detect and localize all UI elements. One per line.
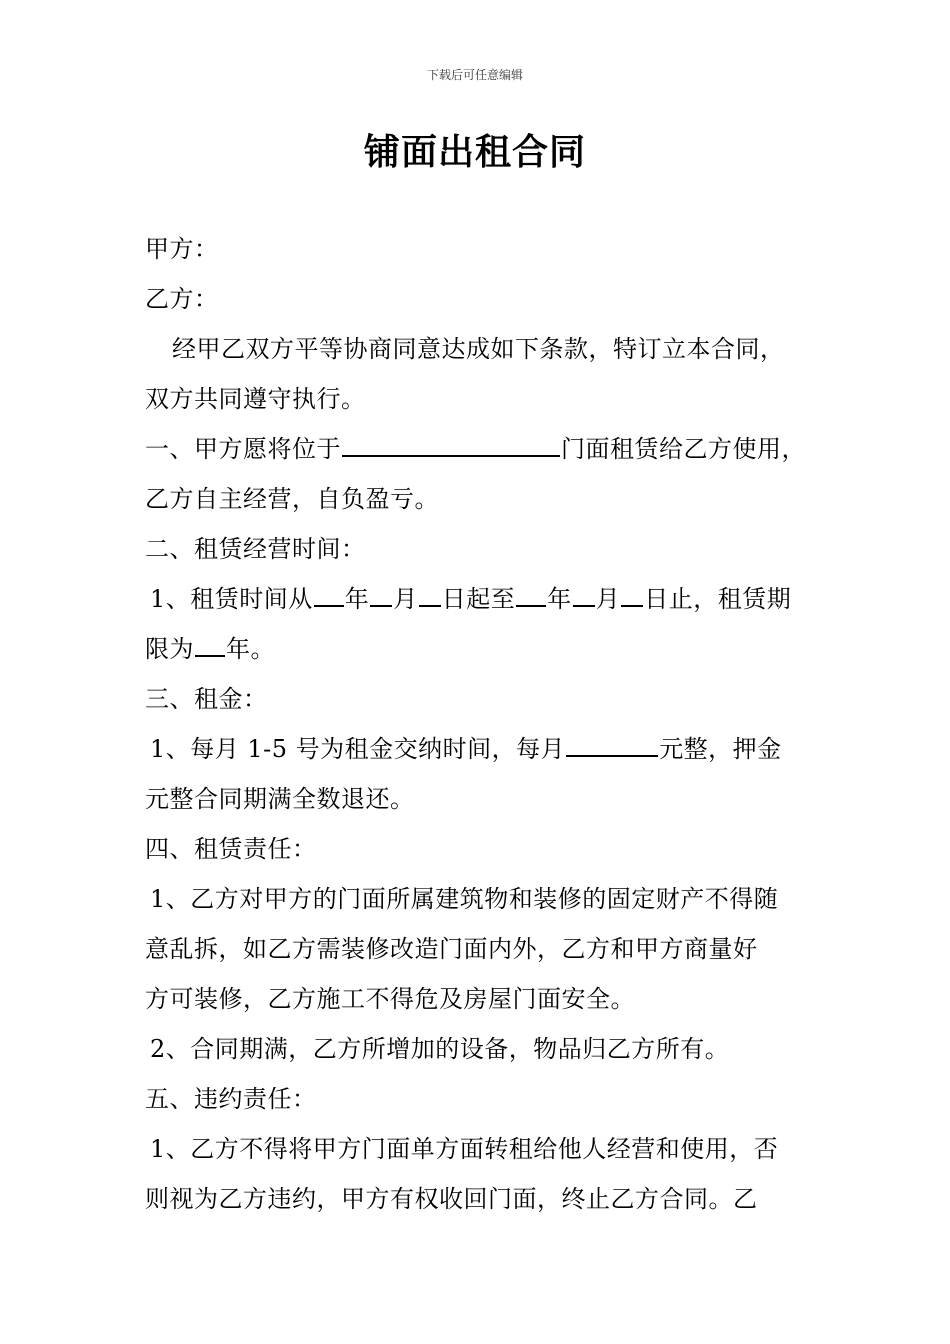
month-text-2: 月 — [595, 585, 621, 613]
day-end-text: 日止，租赁期 — [644, 585, 792, 613]
section-3-heading: 三、租金： — [145, 685, 268, 713]
lease-from-text: 1、租赁时间从 — [150, 585, 313, 613]
header-note: 下载后可任意编辑 — [426, 68, 523, 82]
section-1-line-2: 乙方自主经营，自负盈亏。 — [145, 485, 439, 513]
start-day-blank — [419, 583, 441, 607]
start-month-blank — [370, 583, 392, 607]
end-day-blank — [621, 583, 643, 607]
month-text: 月 — [393, 585, 418, 613]
section-2-p1-line-2 — [145, 633, 275, 665]
section-2-p1-line-1 — [150, 583, 791, 615]
monthly-rent-blank — [566, 733, 658, 757]
section-5-p1-line-1: 1、乙方不得将甲方门面单方面转租给他人经营和使用，否 — [150, 1135, 779, 1163]
section-4-p2: 2、合同期满，乙方所增加的设备，物品归乙方所有。 — [150, 1035, 730, 1063]
section-3-p1-line-2: 元整合同期满全数退还。 — [145, 785, 415, 813]
section-3-p1-line-1 — [150, 733, 782, 765]
document-title: 铺面出租合同 — [363, 131, 586, 173]
rent-text-post: 元整，押金 — [659, 735, 782, 763]
day-to-text: 日起至 — [441, 585, 516, 613]
party-b-line: 乙方： — [145, 285, 219, 313]
year-text: 年 — [344, 585, 370, 613]
end-month-blank — [573, 583, 595, 607]
end-year-blank — [516, 583, 546, 607]
start-year-blank — [314, 583, 344, 607]
section-2-heading: 二、租赁经营时间： — [145, 535, 366, 563]
term-text-post: 年。 — [226, 635, 275, 663]
party-a-line: 甲方： — [145, 235, 219, 263]
section-4-p1-line-1: 1、乙方对甲方的门面所属建筑物和装修的固定财产不得随 — [150, 885, 779, 913]
section-5-heading: 五、违约责任： — [145, 1085, 317, 1113]
year-text-2: 年 — [547, 585, 572, 613]
section-1-text-pre: 一、甲方愿将位于 — [145, 435, 341, 463]
rent-text-pre: 1、每月 1-5 号为租金交纳时间，每月 — [150, 735, 566, 763]
section-4-heading: 四、租赁责任： — [145, 835, 317, 863]
section-1-text-post: 门面租赁给乙方使用， — [561, 435, 806, 463]
section-4-p1-line-3: 方可装修，乙方施工不得危及房屋门面安全。 — [145, 985, 635, 1013]
intro-line-1: 经甲乙双方平等协商同意达成如下条款，特订立本合同， — [172, 335, 785, 363]
term-text-pre: 限为 — [145, 635, 194, 663]
term-years-blank — [195, 633, 225, 657]
section-1-line-1 — [145, 433, 806, 465]
intro-line-2: 双方共同遵守执行。 — [145, 385, 366, 413]
section-5-p1-line-2: 则视为乙方违约，甲方有权收回门面，终止乙方合同。乙 — [145, 1185, 758, 1213]
section-4-p1-line-2: 意乱拆，如乙方需装修改造门面内外，乙方和甲方商量好 — [145, 935, 758, 963]
location-blank — [342, 433, 560, 457]
